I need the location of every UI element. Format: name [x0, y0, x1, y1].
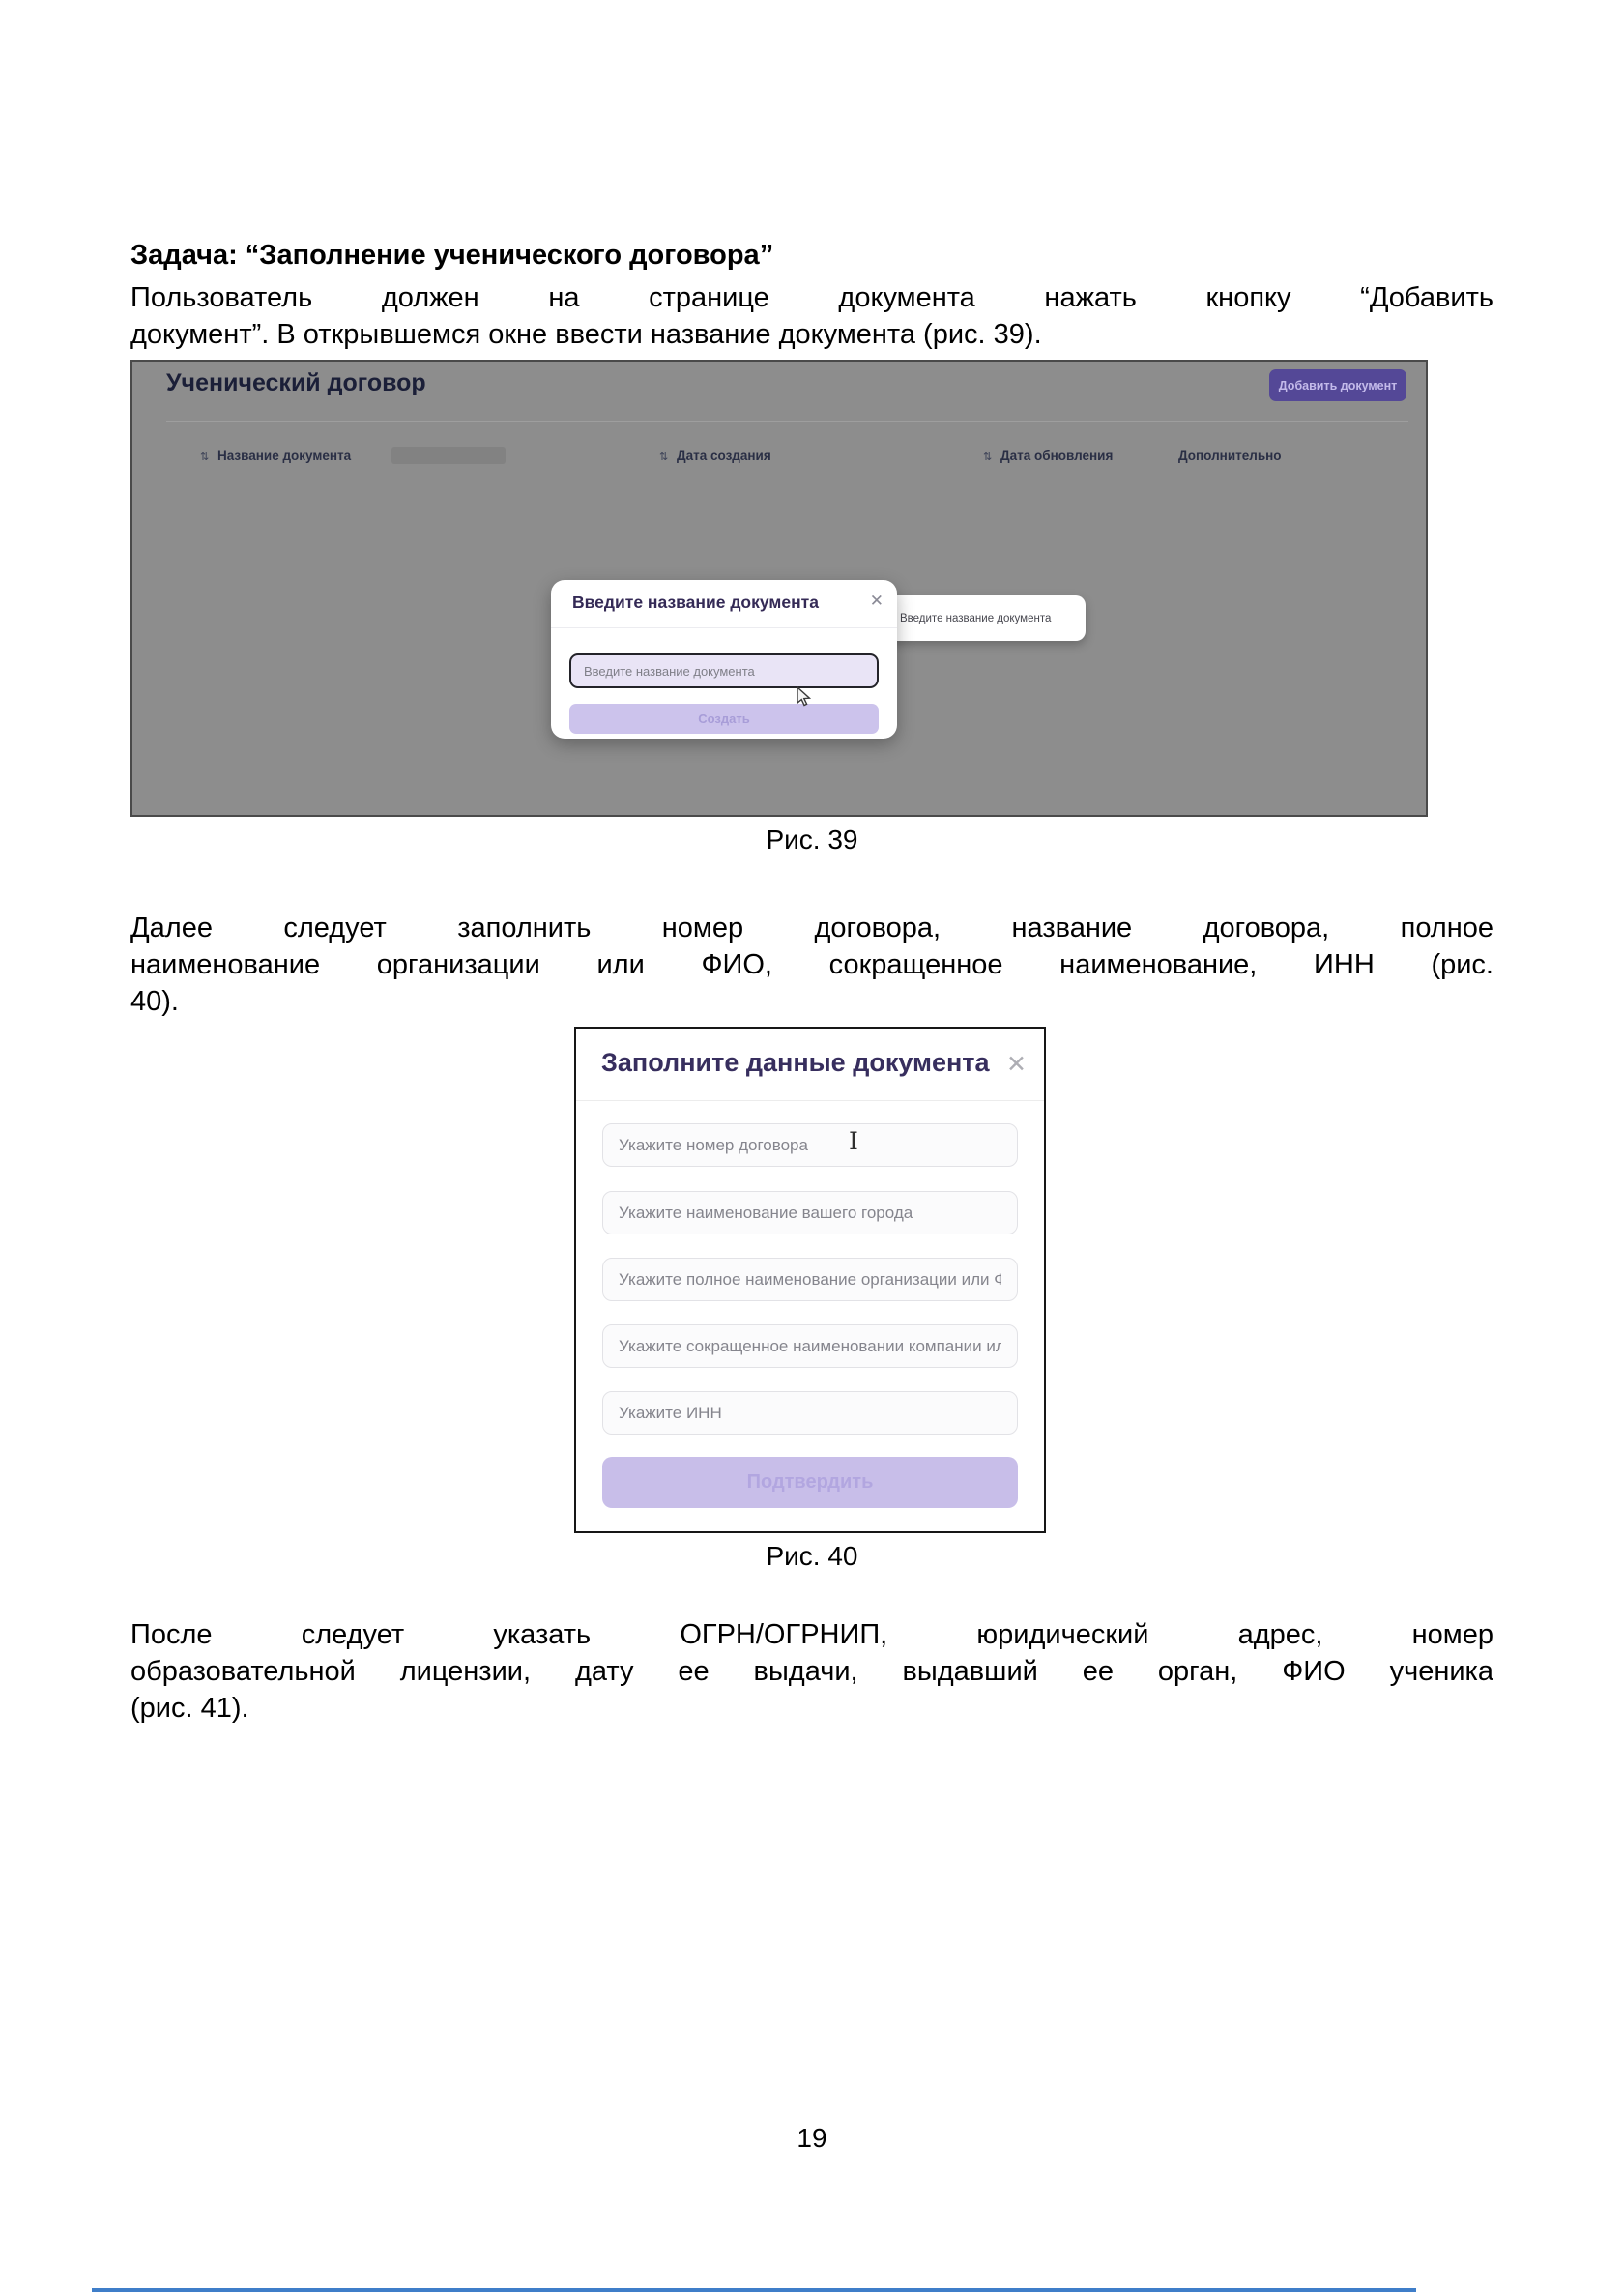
- column-header-updated-date: Дата обновления: [1000, 449, 1114, 463]
- page-title: Ученический договор: [166, 369, 426, 396]
- divider: [166, 421, 1408, 422]
- text-cursor-icon: I: [849, 1127, 858, 1155]
- divider: [576, 1100, 1044, 1101]
- paragraph-line: 40).: [130, 986, 179, 1017]
- contract-number-input[interactable]: [602, 1123, 1018, 1167]
- column-header-extra: Дополнительно: [1178, 449, 1282, 463]
- create-button[interactable]: Создать: [569, 704, 879, 734]
- enter-document-name-modal: [551, 580, 897, 739]
- short-organization-name-input[interactable]: [602, 1324, 1018, 1368]
- paragraph-line: образовательной лицензии, дату ее выдачи, выдавший ее орган, ФИО ученика: [130, 1656, 1494, 1687]
- paragraph-line: Пользователь должен на странице документа нажать кнопку “Добавить: [130, 282, 1494, 313]
- paragraph-line: Далее следует заполнить номер договора, название договора, полное: [130, 913, 1494, 944]
- loading-shimmer: [392, 447, 506, 464]
- full-organization-name-input[interactable]: [602, 1258, 1018, 1301]
- modal-title: Введите название документа: [572, 593, 819, 612]
- sort-icon[interactable]: ⇅: [200, 451, 210, 463]
- add-document-button[interactable]: Добавить документ: [1269, 369, 1406, 401]
- confirm-button[interactable]: Подтвердить: [602, 1457, 1018, 1508]
- modal-title: Заполните данные документа: [601, 1048, 990, 1077]
- sort-icon[interactable]: ⇅: [983, 451, 993, 463]
- document-name-tooltip: Введите название документа: [836, 595, 1086, 641]
- close-icon[interactable]: ✕: [869, 592, 884, 610]
- column-header-document-name: Название документа: [218, 449, 352, 463]
- paragraph-intro: [130, 279, 1494, 353]
- figure-40-caption: Рис. 40: [766, 1541, 858, 1571]
- paragraph-fill-data: [130, 910, 1494, 1020]
- footer-divider: [92, 2288, 1416, 2292]
- page-number: 19: [797, 2123, 827, 2153]
- close-icon[interactable]: ✕: [1006, 1051, 1027, 1078]
- paragraph-line: документ”. В открывшемся окне ввести название документа (рис. 39).: [130, 319, 1042, 350]
- figure-39-screenshot: [130, 360, 1428, 817]
- column-header-created-date: Дата создания: [677, 449, 771, 463]
- figure-40-screenshot: [574, 1027, 1046, 1533]
- figure-39-caption: Рис. 39: [766, 825, 858, 855]
- inn-input[interactable]: [602, 1391, 1018, 1435]
- sort-icon[interactable]: ⇅: [659, 451, 669, 463]
- city-name-input[interactable]: [602, 1191, 1018, 1234]
- paragraph-line: наименование организации или ФИО, сокращенное наименование, ИНН (рис.: [130, 949, 1494, 980]
- section-heading: Задача: “Заполнение ученического договора”: [130, 240, 774, 271]
- paragraph-line: После следует указать ОГРН/ОГРНИП, юридический адрес, номер: [130, 1619, 1494, 1650]
- divider: [551, 627, 897, 628]
- mouse-pointer-icon: [795, 686, 813, 712]
- paragraph-next-steps: [130, 1616, 1494, 1727]
- document-name-input[interactable]: [569, 653, 879, 688]
- paragraph-line: (рис. 41).: [130, 1693, 249, 1724]
